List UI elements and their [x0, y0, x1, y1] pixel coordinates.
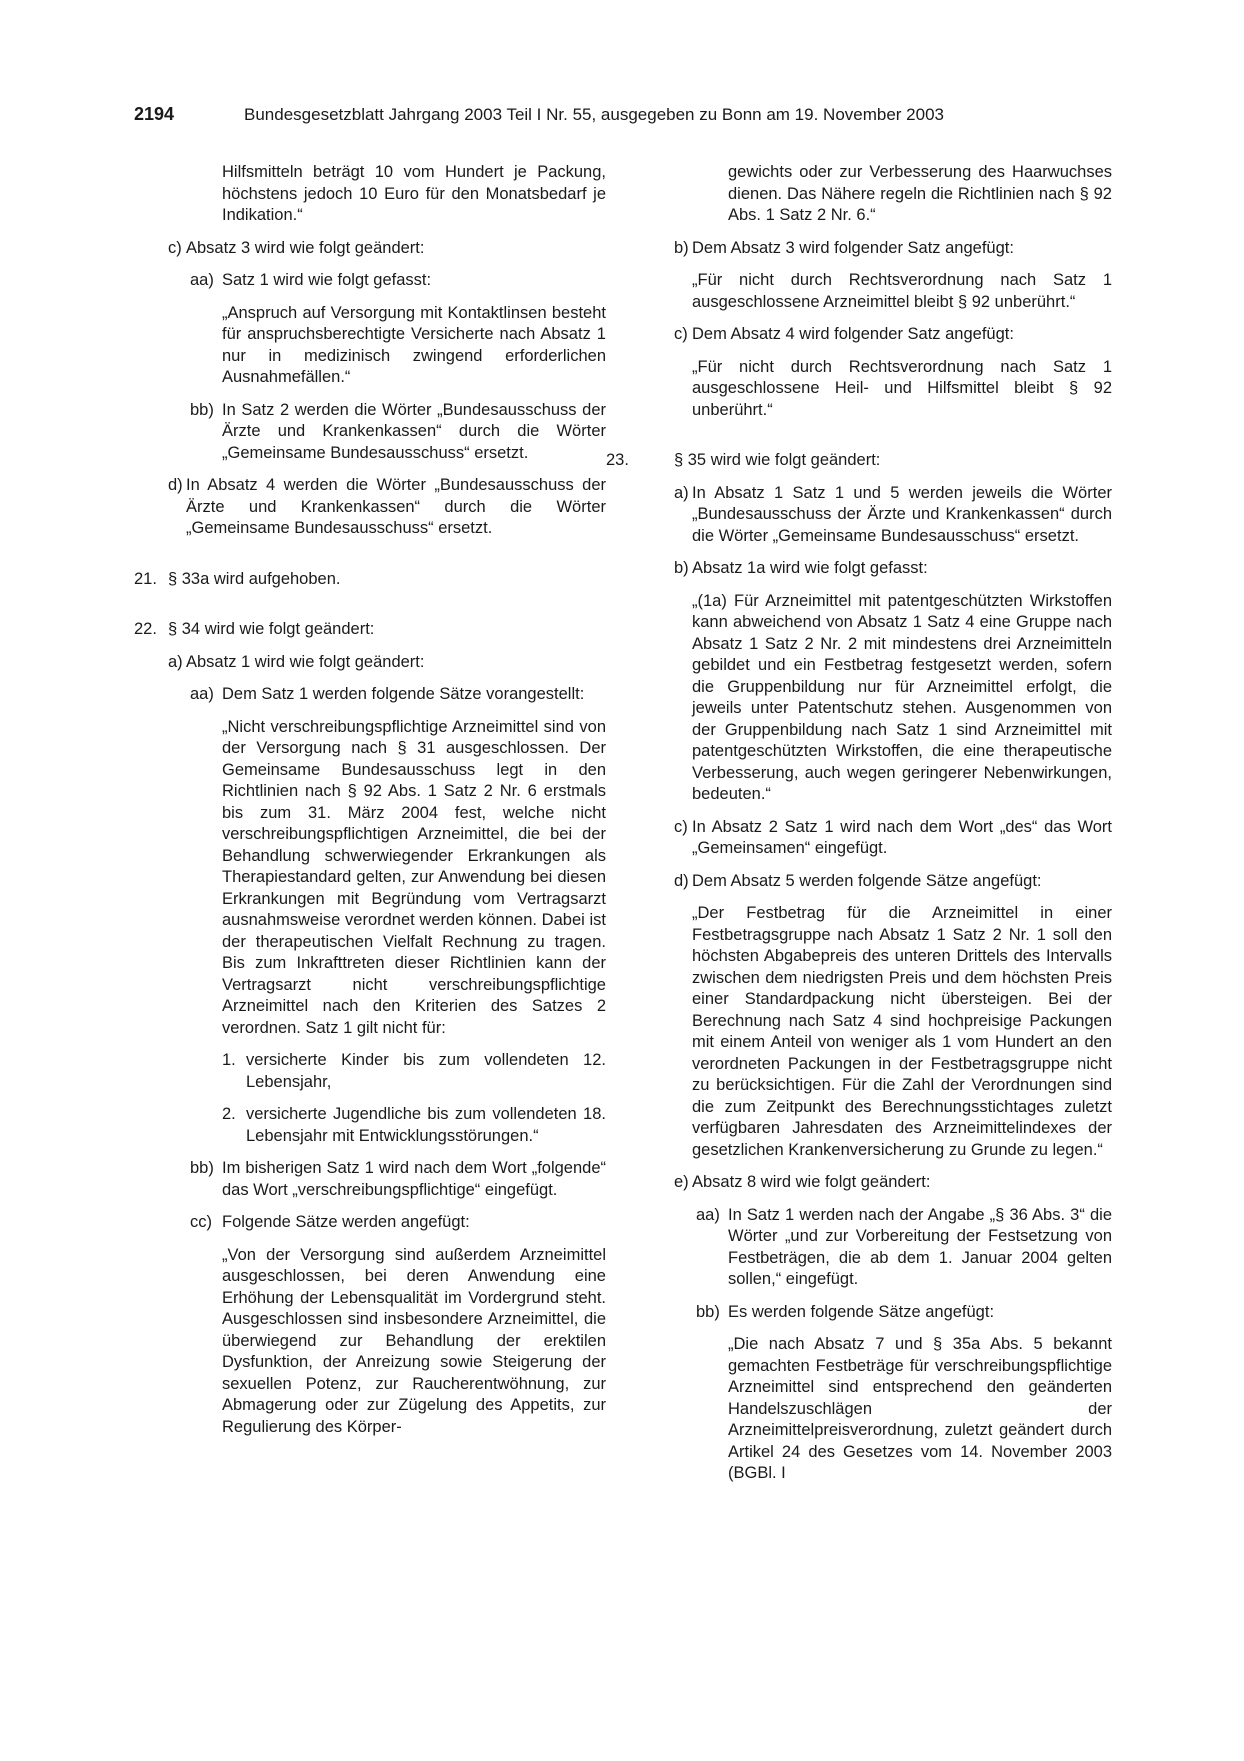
- running-title: Bundesgesetzblatt Jahrgang 2003 Teil I Nr. 55, ausgegeben zu Bonn am 19. November 2003: [244, 105, 944, 124]
- item-22: [134, 619, 606, 641]
- item-text: In Absatz 2 Satz 1 wird nach dem Wort „des“ das Wort „Gemeinsamen“ eingefügt.: [692, 817, 1112, 857]
- item-label: bb): [696, 1302, 720, 1321]
- right-column: [606, 162, 1112, 1496]
- item-text: In Satz 1 werden nach der Angabe „§ 36 Abs. 3“ die Wörter „und zur Vorbereitung der Festsetzung von Festbeträgen, die ab dem 1. Januar 2004 gelten sollen,“ eingefügt.: [728, 1205, 1112, 1288]
- item-text: Absatz 1 wird wie folgt geändert:: [186, 652, 425, 671]
- item-text: Absatz 3 wird wie folgt geändert:: [186, 238, 425, 257]
- item-text: In Absatz 4 werden die Wörter „Bundesausschuss der Ärzte und Krankenkassen“ durch die Wörter „Gemeinsame Bundesausschuss“ ersetzt.: [186, 476, 606, 537]
- item-label: b): [674, 559, 689, 577]
- item-label: c): [674, 325, 688, 343]
- continued-quote: gewichts oder zur Verbesserung des Haarwuchses dienen. Das Nähere regeln die Richtlinien nach § 92 Abs. 1 Satz 2 Nr. 6.“: [728, 163, 1112, 224]
- item-e: [640, 1172, 1112, 1194]
- quote-block: „Der Festbetrag für die Arzneimittel in einer Festbetragsgruppe nach Absatz 1 Satz 2 Nr. 1 soll den höchsten Abgabepreis des unteren Drittels des Intervalls zwischen dem niedrigsten Preis und dem höchsten Preis einer Standardpackung nicht übersteigen. Bei der Berechnung nach Satz 4 sind hochpreisige Packungen mit einem Anteil von weniger als 1 vom Hundert an den verordneten Packungen in der Festbetragsgruppe nicht zu berücksichtigen. Für die Zahl der Verordnungen sind die zum Zeitpunkt des Berechnungsstichtages zuletzt verfügbaren Jahresdaten des Arzneimittelindexes der gesetzlichen Krankenversicherung zu Grunde zu legen.“: [692, 904, 1112, 1159]
- list-text: versicherte Kinder bis zum vollendeten 12. Lebensjahr,: [246, 1051, 606, 1091]
- item-text: Dem Absatz 5 werden folgende Sätze angefügt:: [692, 871, 1042, 890]
- item-label: a): [168, 652, 183, 671]
- item-label: b): [674, 238, 689, 257]
- item-text: Satz 1 wird wie folgt gefasst:: [222, 271, 432, 289]
- item-c-aa: [134, 270, 606, 292]
- item-text: In Satz 2 werden die Wörter „Bundesausschuss der Ärzte und Krankenkassen“ durch die Wörter „Gemeinsame Bundesausschuss“ ersetzt.: [222, 400, 606, 462]
- continued-quote: Hilfsmitteln beträgt 10 vom Hundert je Packung, höchstens jedoch 10 Euro für den Monatsbedarf je Indikation.“: [222, 163, 606, 224]
- list-number: 2.: [222, 1105, 236, 1123]
- quote-block: „Die nach Absatz 7 und § 35a Abs. 5 bekannt gemachten Festbeträge für verschreibungspflichtige Arzneimittel sind entsprechend den geänderten Handelszuschlägen der Arzneimittelpreisverordnung, zuletzt geändert durch Artikel 24 des Gesetzes vom 14. November 2003 (BGBl. I: [728, 1335, 1112, 1482]
- item-b-2: [640, 558, 1112, 580]
- quote-block: „Für nicht durch Rechtsverordnung nach Satz 1 ausgeschlossene Heil- und Hilfsmittel bleibt § 92 unberührt.“: [692, 357, 1112, 419]
- item-text: Folgende Sätze werden angefügt:: [222, 1213, 470, 1231]
- item-text: § 33a wird aufgehoben.: [168, 569, 341, 588]
- item-text: Dem Satz 1 werden folgende Sätze vorangestellt:: [222, 685, 585, 703]
- item-text: Es werden folgende Sätze angefügt:: [728, 1302, 995, 1321]
- quote-block: „Anspruch auf Versorgung mit Kontaktlinsen besteht für anspruchsberechtigte Versicherte nach Absatz 1 nur in medizinisch zwingend erforderlichen Ausnahmefällen.“: [222, 303, 606, 386]
- item-23: [606, 450, 1112, 472]
- item-text: § 35 wird wie folgt geändert:: [674, 451, 881, 469]
- item-label: e): [674, 1173, 689, 1191]
- item-text: Dem Absatz 4 wird folgender Satz angefügt:: [692, 325, 1014, 343]
- item-label: d): [674, 871, 689, 890]
- item-text: § 34 wird wie folgt geändert:: [168, 620, 375, 638]
- item-number: 23.: [606, 451, 629, 469]
- item-number: 22.: [134, 620, 157, 638]
- quote-block: „Von der Versorgung sind außerdem Arzneimittel ausgeschlossen, bei deren Anwendung eine Erhöhung der Lebensqualität im Vordergrund steht. Ausgeschlossen sind insbesondere Arzneimittel, die überwiegend zur Behandlung der erektilen Dysfunktion, der Anreizung sowie Steigerung der sexuellen Potenz, zur Raucherentwöhnung, zur Abmagerung oder zur Zügelung des Appetits, zur Regulierung des Körper-: [222, 1245, 606, 1436]
- item-a: [134, 652, 606, 674]
- item-e-aa: [640, 1205, 1112, 1291]
- item-label: aa): [190, 271, 214, 289]
- list-text: versicherte Jugendliche bis zum vollendeten 18. Lebensjahr mit Entwicklungsstörungen.“: [246, 1105, 606, 1145]
- item-text: Dem Absatz 3 wird folgender Satz angefügt:: [692, 238, 1014, 257]
- quote-block: „Nicht verschreibungspflichtige Arzneimittel sind von der Versorgung nach § 31 ausgeschlossen. Der Gemeinsame Bundesausschuss legt in den Richtlinien nach § 92 Abs. 1 Satz 2 Nr. 6 erstmals bis zum 31. März 2004 fest, welche nicht verschreibungspflichtigen Arzneimittel, die bei der Behandlung schwerwiegender Erkrankungen als Therapiestandard gelten, zur Anwendung bei diesen Erkrankungen mit Begründung vom Vertragsarzt ausnahmsweise verordnet werden können. Dabei ist der therapeutischen Vielfalt Rechnung zu tragen. Bis zum Inkrafttreten dieser Richtlinien kann der Vertragsarzt nicht verschreibungspflichtige Arzneimittel nach den Kriterien des Satzes 2 verordnen. Satz 1 gilt nicht für:: [222, 717, 606, 1037]
- item-text: Absatz 8 wird wie folgt geändert:: [692, 1173, 931, 1191]
- quote-block: „(1a) Für Arzneimittel mit patentgeschützten Wirkstoffen kann abweichend von Absatz 1 Satz 4 eine Gruppe nach Absatz 1 Satz 2 Nr. 2 mit mindestens drei Arzneimitteln gebildet und ein Festbetrag festgesetzt werden, sofern die Gruppenbildung nur für Arzneimittel erfolgt, die jeweils unter Patentschutz stehen. Ausgenommen von der Gruppenbildung nach Satz 1 sind Arzneimittel mit patentgeschützten Wirkstoffen, die eine therapeutische Verbesserung, auch wegen geringerer Nebenwirkungen, bedeuten.“: [692, 591, 1112, 803]
- left-column: [134, 162, 606, 1449]
- item-label: bb): [190, 400, 214, 419]
- item-c-2: [640, 817, 1112, 860]
- item-21: [134, 569, 606, 591]
- item-e-bb: [640, 1302, 1112, 1324]
- item-c: [134, 238, 606, 260]
- item-text: In Absatz 1 Satz 1 und 5 werden jeweils die Wörter „Bundesausschuss der Ärzte und Krankenkassen“ durch die Wörter „Gemeinsame Bundesausschuss“ ersetzt.: [692, 483, 1112, 545]
- list-number: 1.: [222, 1051, 236, 1069]
- item-label: c): [168, 238, 182, 257]
- quote-block: „Für nicht durch Rechtsverordnung nach Satz 1 ausgeschlossene Arzneimittel bleibt § 92 unberührt.“: [692, 271, 1112, 311]
- item-a-bb: [134, 1158, 606, 1201]
- item-text: Absatz 1a wird wie folgt gefasst:: [692, 559, 928, 577]
- item-a: [640, 483, 1112, 548]
- item-label: aa): [696, 1205, 720, 1224]
- item-a-cc: [134, 1212, 606, 1234]
- item-d: [134, 475, 606, 540]
- item-label: aa): [190, 685, 214, 703]
- item-label: d): [168, 476, 183, 494]
- item-d: [640, 871, 1112, 893]
- page-number: 2194: [134, 104, 175, 124]
- list-item-2: [134, 1104, 606, 1147]
- item-c: [640, 324, 1112, 346]
- item-a-aa: [134, 684, 606, 706]
- item-c-bb: [134, 400, 606, 465]
- item-label: a): [674, 483, 689, 502]
- item-b: [640, 238, 1112, 260]
- page-header: [134, 104, 1034, 128]
- item-number: 21.: [134, 569, 157, 588]
- item-label: cc): [190, 1213, 212, 1231]
- list-item-1: [134, 1050, 606, 1093]
- item-label: c): [674, 817, 688, 836]
- item-label: bb): [190, 1159, 214, 1177]
- item-text: Im bisherigen Satz 1 wird nach dem Wort „folgende“ das Wort „verschreibungspflichtige“ eingefügt.: [222, 1159, 606, 1199]
